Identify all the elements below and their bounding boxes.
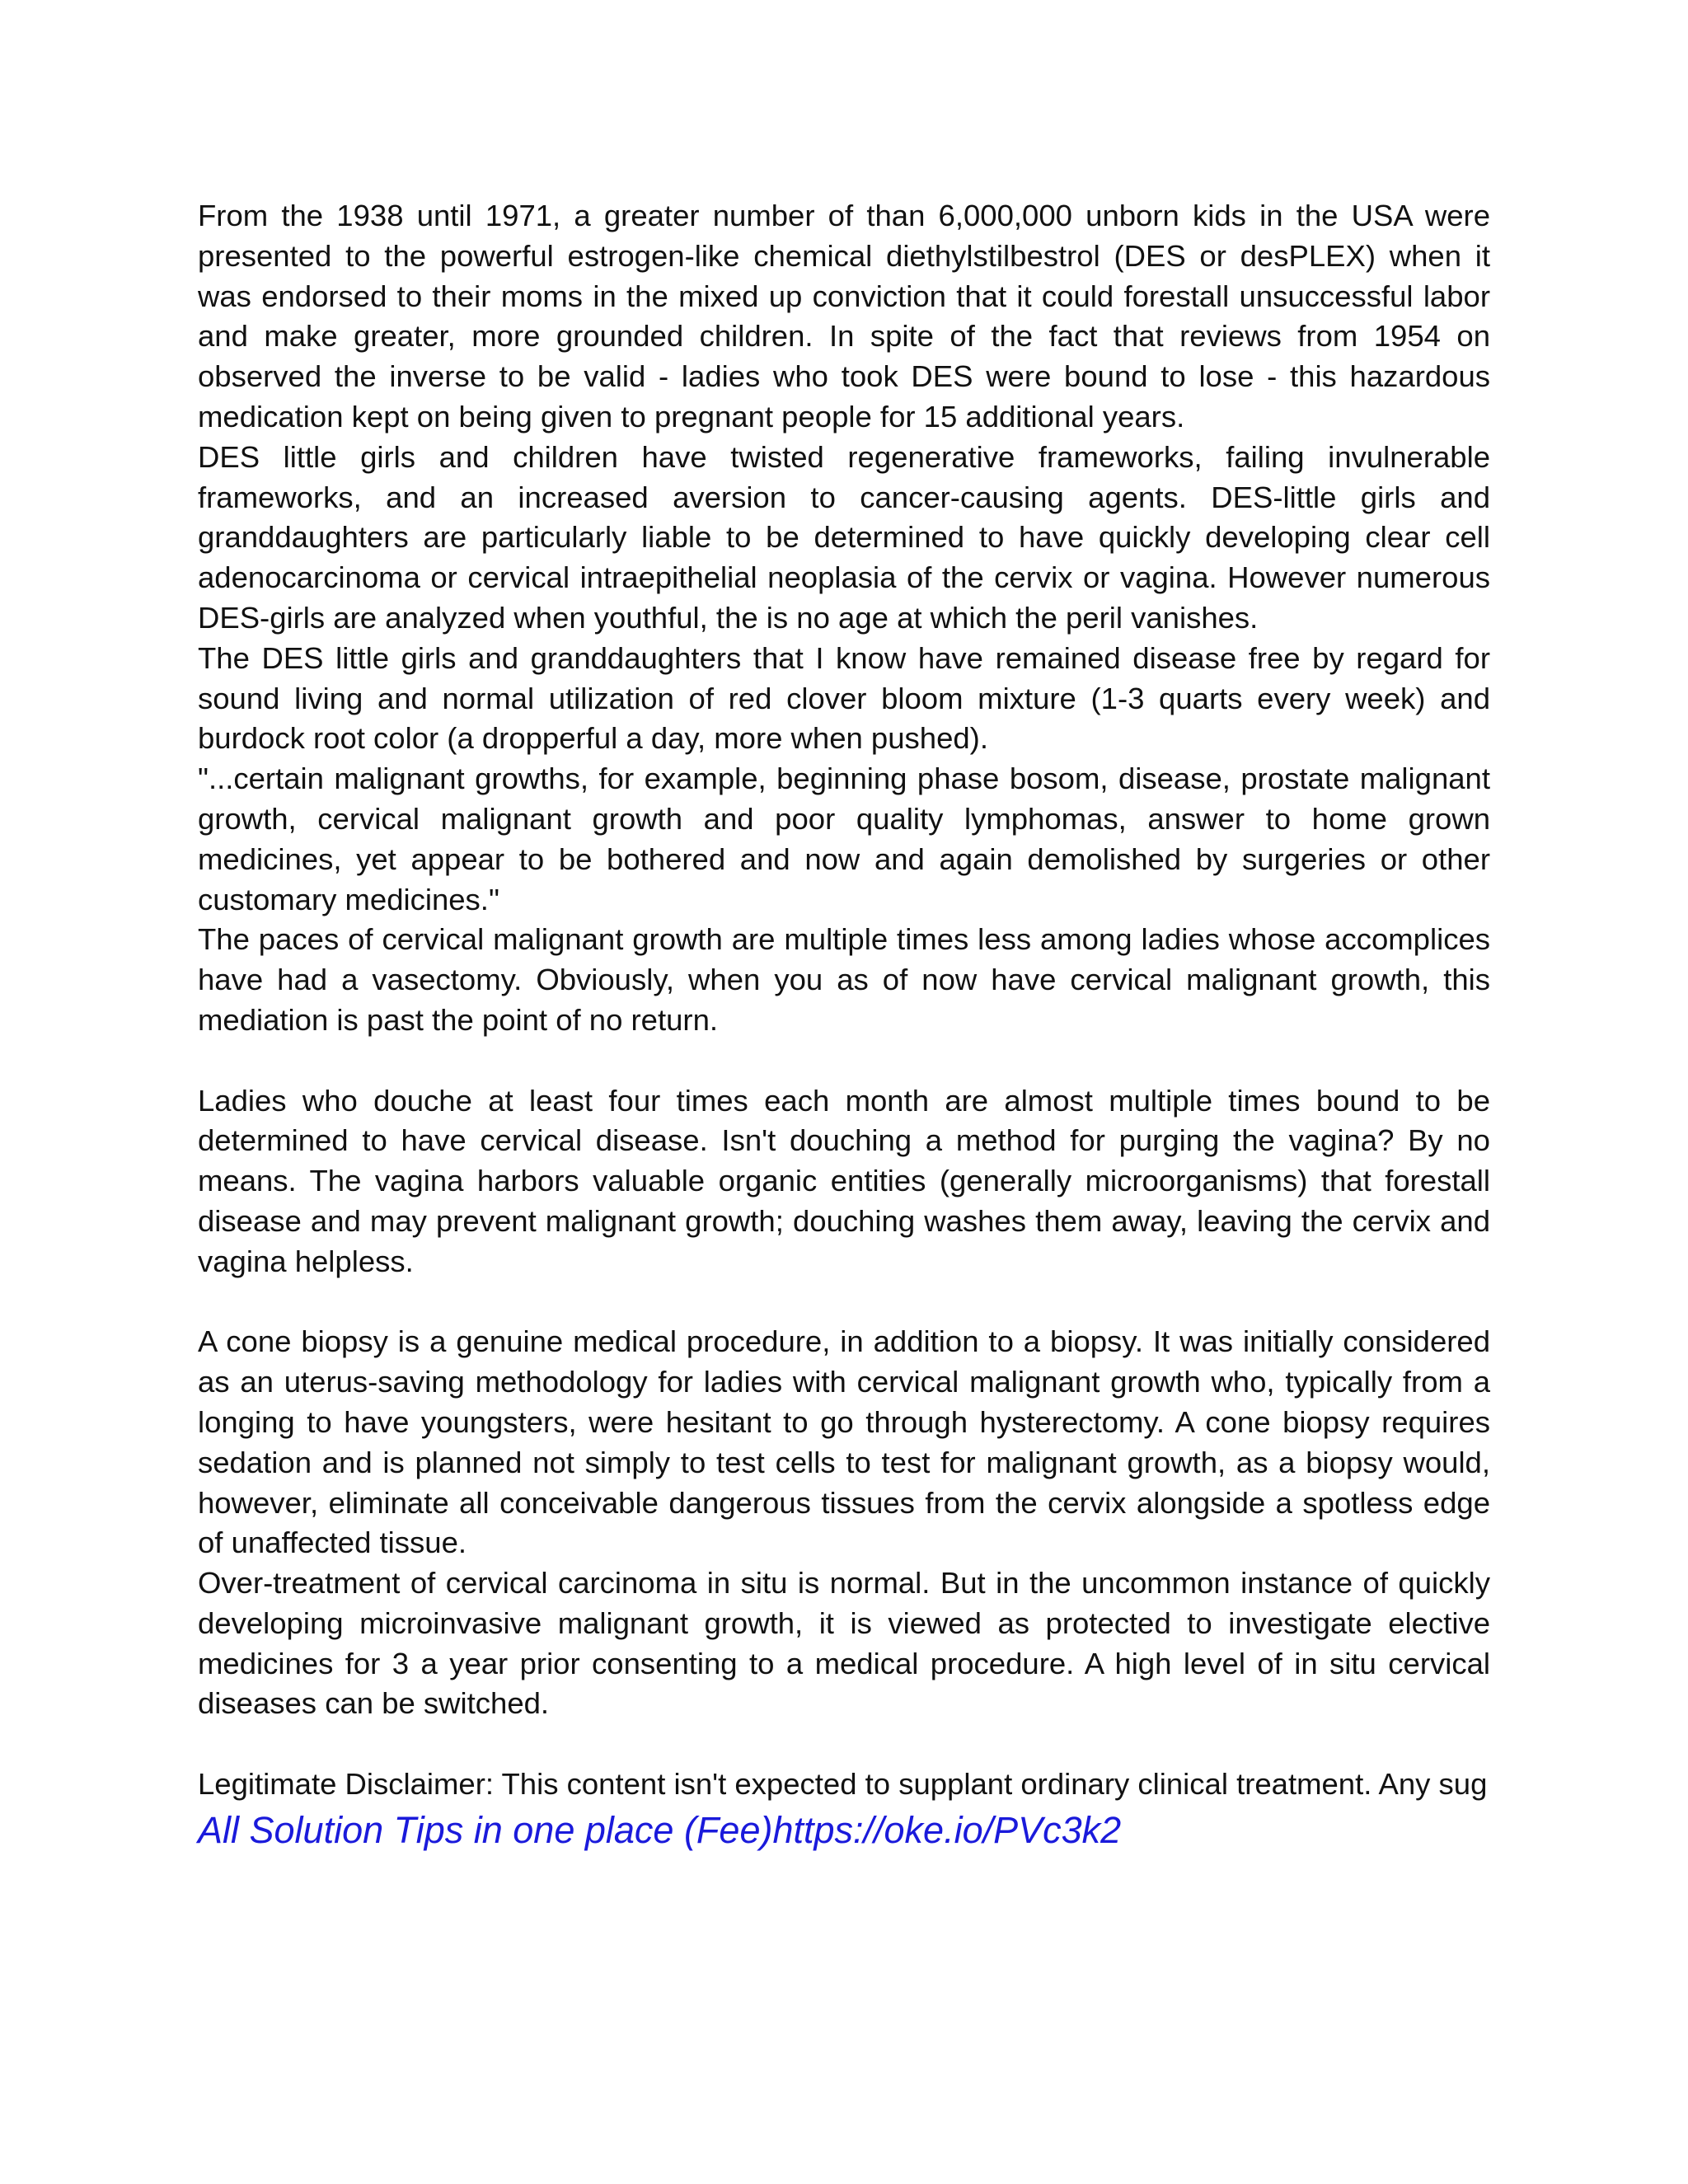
- paragraph-cone-biopsy: A cone biopsy is a genuine medical procedure, in addition to a biopsy. It was initially considered as an uterus-saving methodology for ladies with cervical malignant growth who, typically from a longing to have youngsters, were hesitant to go through hysterectomy. A cone biopsy requires sedation and is planned not simply to test cells to test for malignant growth, as a biopsy would, however, eliminate all conceivable dangerous tissues from the cervix alongside a spotless edge of unaffected tissue.: [198, 1324, 1490, 1560]
- paragraph-quote: "...certain malignant growths, for example, beginning phase bosom, disease, prostate malignant growth, cervical malignant growth and poor quality lymphomas, answer to home grown medicines, yet appear to be bothered and now and again demolished by surgeries or other customary medicines.": [198, 762, 1490, 916]
- paragraph-spacer: [198, 1724, 1490, 1765]
- paragraph-disclaimer: Legitimate Disclaimer: This content isn't expected to supplant ordinary clinical treatment. Any sug: [198, 1767, 1488, 1802]
- paragraph-spacer: [198, 1282, 1490, 1323]
- paragraph-red-clover: The DES little girls and granddaughters that I know have remained disease free by regard for sound living and normal utilization of red clover bloom mixture (1-3 quarts every week) and burdock root color (a dropperful a day, more when pushed).: [198, 640, 1490, 756]
- paragraph-des-daughters: DES little girls and children have twisted regenerative frameworks, failing invulnerable frameworks, and an increased aversion to cancer-causing agents. DES-little girls and granddaughters are particularly liable to be determined to have quickly developing clear cell adenocarcinoma or cervical intraepithelial neoplasia of the cervix or vagina. However numerous DES-girls are analyzed when youthful, the is no age at which the peril vanishes.: [198, 439, 1490, 635]
- document-page: [198, 196, 1490, 1854]
- paragraph-douching: Ladies who douche at least four times each month are almost multiple times bound to be determined to have cervical disease. Isn't douching a method for purging the vagina? By no means. The vagina harbors valuable organic entities (generally microorganisms) that forestall disease and may prevent malignant growth; douching washes them away, leaving the cervix and vagina helpless.: [198, 1083, 1490, 1278]
- promo-link[interactable]: All Solution Tips in one place (Fee)https://oke.io/PVc3k2: [198, 1808, 1122, 1851]
- paragraph-over-treatment: Over-treatment of cervical carcinoma in situ is normal. But in the uncommon instance of quickly developing microinvasive malignant growth, it is viewed as protected to investigate elective medicines for 3 a year prior consenting to a medical procedure. A high level of in situ cervical diseases can be switched.: [198, 1566, 1490, 1721]
- paragraph-des-history: From the 1938 until 1971, a greater number of than 6,000,000 unborn kids in the USA were presented to the powerful estrogen-like chemical diethylstilbestrol (DES or desPLEX) when it was endorsed to their moms in the mixed up conviction that it could forestall unsuccessful labor and make greater, more grounded children. In spite of the fact that reviews from 1954 on observed the inverse to be valid - ladies who took DES were bound to lose - this hazardous medication kept on being given to pregnant people for 15 additional years.: [198, 199, 1490, 434]
- paragraph-spacer: [198, 1041, 1490, 1081]
- paragraph-vasectomy: The paces of cervical malignant growth are multiple times less among ladies whose accomplices have had a vasectomy. Obviously, when you as of now have cervical malignant growth, this mediation is past the point of no return.: [198, 922, 1490, 1037]
